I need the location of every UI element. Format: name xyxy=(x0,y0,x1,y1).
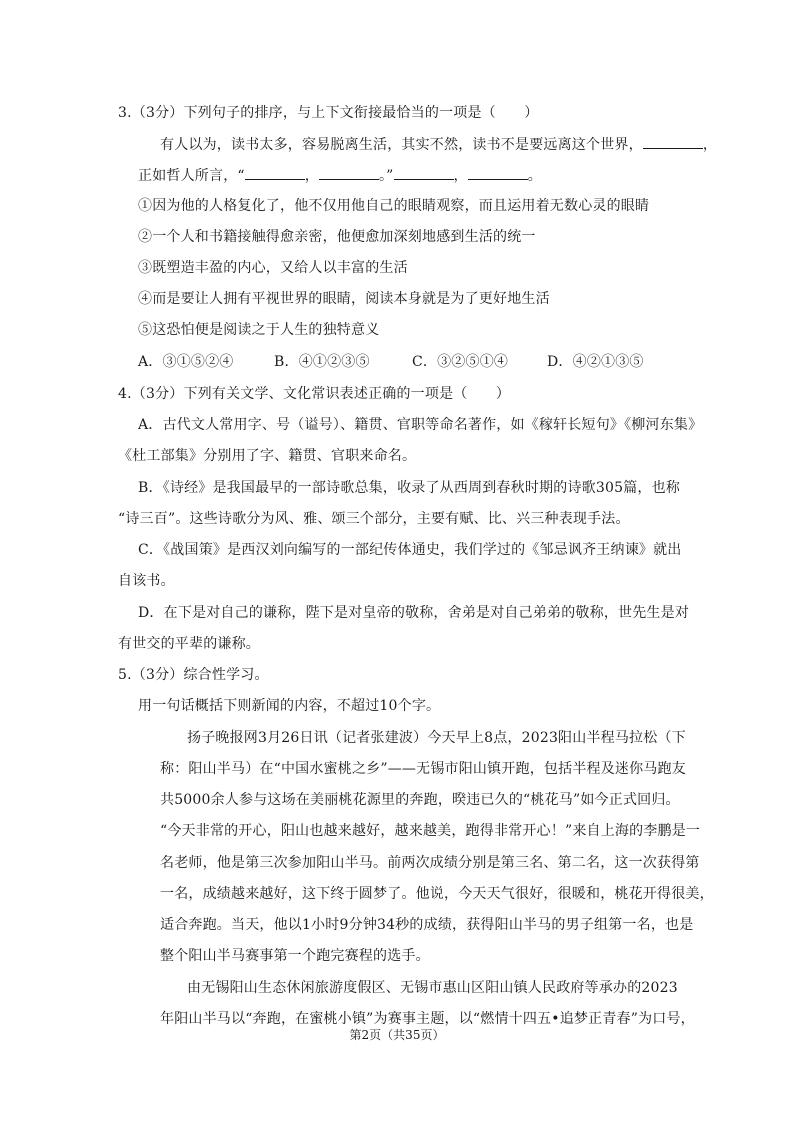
q4-option-b-line2: “诗三百”。这些诗歌分为风、雅、颂三个部分，主要有赋、比、兴三种表现手法。 xyxy=(118,511,630,527)
q4-option-b-line1[interactable]: B．《诗经》是我国最早的一部诗歌总集，收录了从西周到春秋时期的诗歌305篇，也称 xyxy=(138,480,681,496)
q5-task: 用一句话概括下则新闻的内容，不超过10个字。 xyxy=(138,698,441,714)
q5-stem: 5.（3分）综合性学习。 xyxy=(118,667,269,683)
q4-option-c-line2: 自该书。 xyxy=(118,573,175,589)
news-line: 整个阳山半马赛事第一个跑完赛程的选手。 xyxy=(160,948,430,964)
news-line: 称：阳山半马）在“中国水蜜桃之乡”——无锡市阳山镇开跑，包括半程及迷你马跑友 xyxy=(160,761,686,777)
q3-option-d[interactable]: D．④②①③⑤ xyxy=(547,354,644,370)
page-number-footer: 第2页（共35页） xyxy=(349,1028,445,1042)
news-line: 共5000余人参与这场在美丽桃花源里的奔跑，暌违已久的“桃花马”如今正式回归。 xyxy=(160,792,680,808)
news-line: 名老师，他是第三次参加阳山半马。前两次成绩分别是第三名、第二名，这一次获得第 xyxy=(160,855,700,871)
news-line: “今天非常的开心，阳山也越来越好，越来越美，跑得非常开心！”来自上海的李鹏是一 xyxy=(160,823,701,839)
q3-passage-line1 xyxy=(160,134,717,154)
q3-passage-text: 正如哲人所言，“ xyxy=(138,168,245,184)
news-line: 适合奔跑。当天，他以1小时9分钟34秒的成绩，获得阳山半马的男子组第一名，也是 xyxy=(160,917,694,933)
q3-passage-text: 有人以为，读书太多，容易脱离生活，其实不然，读书不是要远离这个世界， xyxy=(160,137,643,153)
answer-blank xyxy=(643,134,703,149)
q3-passage-line2 xyxy=(138,165,542,185)
q3-item-1: ①因为他的人格复化了，他不仅用他自己的眼睛观察，而且运用着无数心灵的眼睛 xyxy=(138,198,650,214)
news-line: 年阳山半马以“奔跑，在蜜桃小镇”为赛事主题，以“燃情十四五•追梦正青春”为口号， xyxy=(160,1011,695,1027)
q3-option-c[interactable]: C．③②⑤①④ xyxy=(412,354,509,370)
q4-option-a-line2: 《杜工部集》分别用了字、籍贯、官职来命名。 xyxy=(118,448,417,464)
q3-options xyxy=(138,352,644,372)
punctuation: ， xyxy=(453,168,468,184)
q4-stem: 4.（3分）下列有关文学、文化常识表述正确的一项是（ ） xyxy=(118,386,511,402)
q3-item-2: ②一个人和书籍接触得愈亲密，他便愈加深刻地感到生活的统一 xyxy=(138,229,536,245)
answer-blank xyxy=(319,165,379,180)
punctuation: 。 xyxy=(527,168,542,184)
q3-option-b[interactable]: B．④①②③⑤ xyxy=(274,354,370,370)
answer-blank xyxy=(468,165,528,180)
news-line: 一名，成绩越来越好，这下终于圆梦了。他说，今天天气很好，很暖和，桃花开得很美， xyxy=(160,886,714,902)
answer-blank xyxy=(245,165,305,180)
q3-option-a[interactable]: A．③①⑤②④ xyxy=(138,354,234,370)
punctuation: ， xyxy=(702,137,718,153)
q4-option-d-line1[interactable]: D．在下是对自己的谦称，陛下是对皇帝的敬称，舍弟是对自己弟弟的敬称，世先生是对 xyxy=(138,605,690,621)
news-line: 由无锡阳山生态休闲旅游度假区、无锡市惠山区阳山镇人民政府等承办的2023 xyxy=(187,980,678,996)
q3-stem: 3.（3分）下列句子的排序，与上下文衔接最恰当的一项是（ ） xyxy=(118,105,539,121)
q3-item-5: ⑤这恐怕便是阅读之于人生的独特意义 xyxy=(138,322,380,338)
news-line: 扬子晚报网3月26日讯（记者张建波）今天早上8点，2023阳山半程马拉松（下 xyxy=(187,730,686,746)
q4-option-a-line1[interactable]: A．古代文人常用字、号（谥号）、籍贯、官职等命名著作，如《稼轩长短句》《柳河东集》 xyxy=(138,417,703,433)
q4-option-c-line1[interactable]: C．《战国策》是西汉刘向编写的一部纪传体通史，我们学过的《邹忌讽齐王纳谏》就出 xyxy=(138,542,682,558)
punctuation: 。” xyxy=(378,168,394,184)
punctuation: ， xyxy=(304,168,319,184)
answer-blank xyxy=(394,165,454,180)
q4-option-d-line2: 有世交的平辈的谦称。 xyxy=(118,636,260,652)
q3-item-3: ③既塑造丰盈的内心，又给人以丰富的生活 xyxy=(138,260,408,276)
q3-item-4: ④而是要让人拥有平视世界的眼睛，阅读本身就是为了更好地生活 xyxy=(138,291,550,307)
